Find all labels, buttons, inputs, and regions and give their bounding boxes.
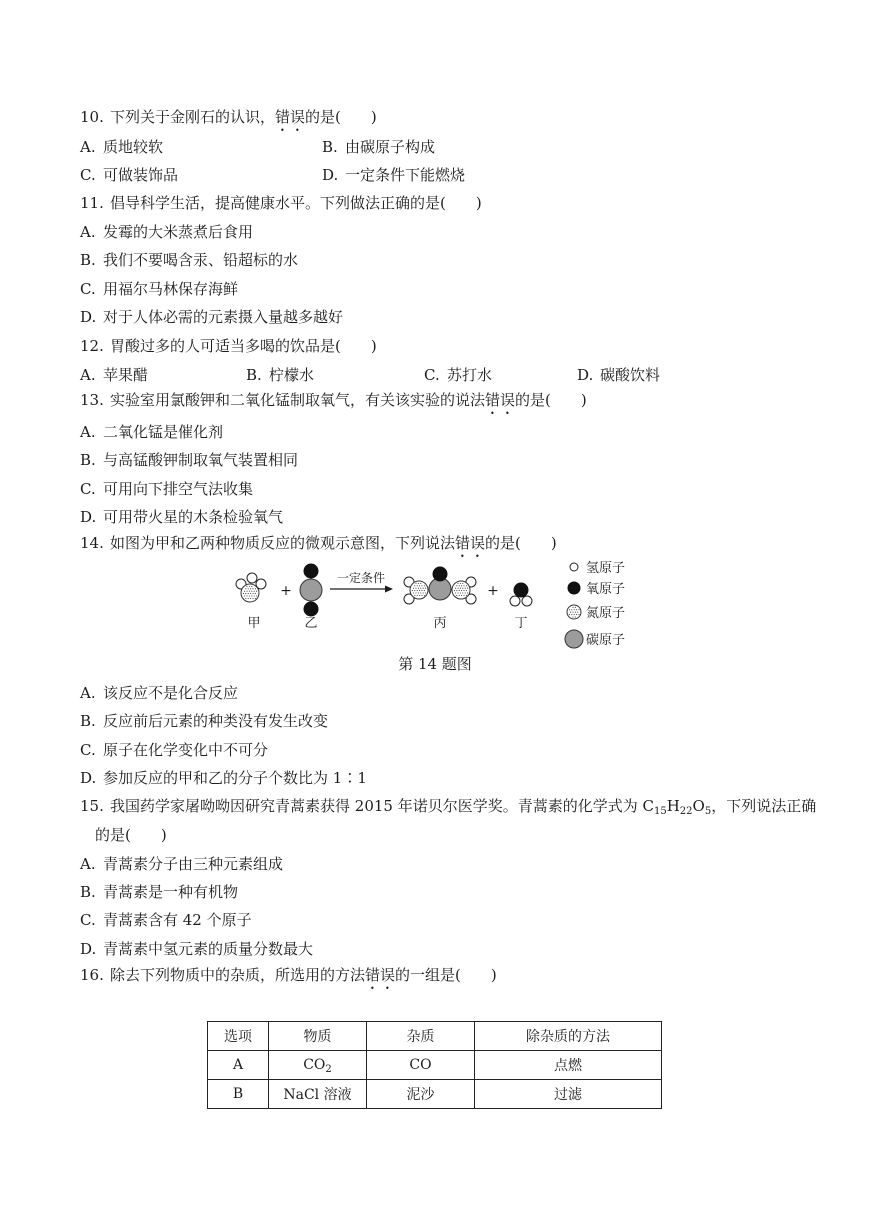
nitrogen-texture-dot xyxy=(457,583,458,584)
stem-text: 我国药学家屠呦呦因研究青蒿素获得 2015 年诺贝尔医学奖。青蒿素的化学式为 xyxy=(110,797,643,815)
molecule-bing xyxy=(404,567,476,604)
hydrogen-atom xyxy=(570,563,578,571)
nitrogen-texture-dot xyxy=(415,583,416,584)
oxygen-atom xyxy=(304,564,318,578)
nitrogen-texture-dot xyxy=(415,588,416,589)
nitrogen-texture-dot xyxy=(575,612,576,613)
question-number: 12. xyxy=(80,337,104,355)
nitrogen-texture-dot xyxy=(255,593,256,594)
question-number: 10. xyxy=(80,108,104,126)
option-text: 我们不要喝含汞、铅超标的水 xyxy=(103,251,299,269)
option-c xyxy=(80,910,252,930)
option-b xyxy=(80,711,328,731)
option-c xyxy=(80,479,253,499)
nitrogen-texture-dot xyxy=(575,616,576,617)
nitrogen-texture-dot xyxy=(420,592,421,593)
emphasized-word: 错误 xyxy=(365,966,396,984)
option-letter: D. xyxy=(80,769,97,787)
nitrogen-texture-dot xyxy=(572,607,573,608)
nitrogen-texture-dot xyxy=(246,595,247,596)
option-text: 该反应不是化合反应 xyxy=(103,684,239,702)
option-text: 青蒿素是一种有机物 xyxy=(103,883,239,901)
question-12-stem xyxy=(80,336,377,356)
plus-sign: + xyxy=(280,583,292,599)
nitrogen-texture-dot xyxy=(576,609,577,610)
stem-text: 的一组是( ) xyxy=(395,966,497,984)
nitrogen-texture-dot xyxy=(463,585,464,586)
option-text: 青蒿素分子由三种元素组成 xyxy=(103,855,284,873)
option-text: 一定条件下能燃烧 xyxy=(345,166,466,184)
option-text: 可用向下排空气法收集 xyxy=(103,480,254,498)
nitrogen-texture-dot xyxy=(454,590,455,591)
nitrogen-texture-dot xyxy=(462,588,463,589)
option-c xyxy=(424,365,492,385)
nitrogen-texture-dot xyxy=(414,590,415,591)
reaction-arrow xyxy=(330,586,393,593)
formula-symbol: C xyxy=(642,797,654,815)
option-letter: C. xyxy=(80,166,96,184)
question-16-stem xyxy=(80,965,497,993)
impurity-cell: 泥沙 xyxy=(367,1080,475,1109)
nitrogen-texture-dot xyxy=(420,588,421,589)
stem-text: 实验室用氯酸钾和二氧化锰制取氧气，有关该实验的说法 xyxy=(110,391,486,409)
nitrogen-texture-dot xyxy=(462,592,463,593)
nitrogen-texture-dot xyxy=(417,595,418,596)
nitrogen-texture-dot xyxy=(254,591,255,592)
option-c xyxy=(80,165,178,185)
stem-text: 倡导科学生活，提高健康水平。下列做法正确的是( ) xyxy=(110,194,482,212)
legend xyxy=(565,561,625,648)
nitrogen-texture-dot xyxy=(461,595,462,596)
option-a xyxy=(80,365,148,385)
oxygen-atom xyxy=(514,583,528,597)
header-method: 除杂质的方法 xyxy=(475,1022,662,1051)
nitrogen-texture-dot xyxy=(456,585,457,586)
option-a xyxy=(80,683,238,703)
option-d xyxy=(577,365,660,385)
option-d xyxy=(80,939,313,959)
nitrogen-texture-dot xyxy=(249,591,250,592)
option-d xyxy=(80,507,283,527)
option-letter: A. xyxy=(80,223,96,241)
nitrogen-texture-dot xyxy=(574,609,575,610)
nitrogen-texture-dot xyxy=(252,593,253,594)
figure-caption: 第 14 题图 xyxy=(398,655,472,673)
option-letter: A. xyxy=(80,855,96,873)
nitrogen-texture-dot xyxy=(252,598,253,599)
stem-text: 如图为甲和乙两种物质反应的微观示意图，下列说法 xyxy=(110,534,456,552)
option-letter: C. xyxy=(80,480,96,498)
nitrogen-texture-dot xyxy=(574,614,575,615)
option-b xyxy=(246,365,314,385)
label-ding: 丁 xyxy=(514,616,528,631)
hydrogen-atom xyxy=(510,596,520,606)
option-text: 苹果醋 xyxy=(103,366,149,384)
impurity-removal-table xyxy=(207,1021,662,1109)
legend-label-oxygen: 氧原子 xyxy=(586,582,626,597)
molecule-ding xyxy=(510,583,532,606)
arrow-head xyxy=(385,586,393,593)
nitrogen-texture-dot xyxy=(460,583,461,584)
nitrogen-texture-dot xyxy=(419,590,420,591)
nitrogen-texture-dot xyxy=(460,592,461,593)
nitrogen-texture-dot xyxy=(462,583,463,584)
nitrogen-texture-dot xyxy=(457,588,458,589)
option-text: 反应前后元素的种类没有发生改变 xyxy=(103,712,329,730)
substance-cell: NaCl 溶液 xyxy=(269,1080,367,1109)
nitrogen-texture-dot xyxy=(252,588,253,589)
option-d xyxy=(80,768,367,788)
nitrogen-texture-dot xyxy=(465,592,466,593)
substance-cell xyxy=(269,1051,367,1080)
option-d xyxy=(80,307,343,327)
emphasized-word: 错误 xyxy=(485,391,516,409)
question-number: 14. xyxy=(80,534,104,552)
question-number: 11. xyxy=(80,194,104,212)
nitrogen-texture-dot xyxy=(248,588,249,589)
nitrogen-texture-dot xyxy=(245,588,246,589)
question-11-stem xyxy=(80,193,482,213)
nitrogen-texture-dot xyxy=(456,590,457,591)
option-b xyxy=(322,137,435,157)
stem-text: 下列关于金刚石的认识， xyxy=(110,108,276,126)
chemical-formula xyxy=(642,797,711,815)
nitrogen-texture-dot xyxy=(246,591,247,592)
option-text: 对于人体必需的元素摄入量越多越好 xyxy=(103,308,344,326)
option-letter: B. xyxy=(80,883,96,901)
question-15-stem-continued xyxy=(95,825,167,845)
nitrogen-texture-dot xyxy=(578,614,579,615)
stem-text: 的是( ) xyxy=(305,108,377,126)
nitrogen-texture-dot xyxy=(421,585,422,586)
option-letter: C. xyxy=(80,280,96,298)
table-header-row xyxy=(208,1022,662,1051)
nitrogen-texture-dot xyxy=(569,614,570,615)
nitrogen-texture-dot xyxy=(571,614,572,615)
nitrogen-texture-dot xyxy=(251,586,252,587)
formula-subscript: 15 xyxy=(653,806,667,817)
option-letter: D. xyxy=(322,166,339,184)
nitrogen-texture-dot xyxy=(575,607,576,608)
option-letter: B. xyxy=(80,251,96,269)
nitrogen-texture-dot xyxy=(570,612,571,613)
nitrogen-texture-dot xyxy=(250,598,251,599)
nitrogen-texture-dot xyxy=(425,592,426,593)
method-cell: 点燃 xyxy=(475,1051,662,1080)
stem-text: 除去下列物质中的杂质，所选用的方法 xyxy=(110,966,366,984)
nitrogen-texture-dot xyxy=(418,588,419,589)
option-b xyxy=(80,250,298,270)
nitrogen-texture-dot xyxy=(459,595,460,596)
option-text: 碳酸饮料 xyxy=(600,366,661,384)
molecule-jia xyxy=(236,573,266,602)
nitrogen-texture-dot xyxy=(465,588,466,589)
option-cell: B xyxy=(208,1080,269,1109)
nitrogen-texture-dot xyxy=(577,612,578,613)
carbon-atom xyxy=(300,579,322,601)
nitrogen-atom xyxy=(410,581,428,599)
table-row xyxy=(208,1080,662,1109)
stem-text: 胃酸过多的人可适当多喝的饮品是( ) xyxy=(110,337,377,355)
option-d xyxy=(322,165,465,185)
table-row xyxy=(208,1051,662,1080)
nitrogen-texture-dot xyxy=(569,609,570,610)
nitrogen-texture-dot xyxy=(413,588,414,589)
formula-subscript: 2 xyxy=(325,1064,332,1075)
nitrogen-texture-dot xyxy=(423,592,424,593)
nitrogen-texture-dot xyxy=(578,609,579,610)
option-text: 用福尔马林保存海鲜 xyxy=(103,280,239,298)
nitrogen-texture-dot xyxy=(255,588,256,589)
legend-label-nitrogen: 氮原子 xyxy=(586,606,626,621)
substance-text: CO xyxy=(303,1057,326,1073)
nitrogen-texture-dot xyxy=(245,593,246,594)
legend-label-hydrogen: 氢原子 xyxy=(586,561,626,576)
question-number: 13. xyxy=(80,391,104,409)
option-letter: C. xyxy=(80,741,96,759)
label-yi: 乙 xyxy=(304,616,318,631)
nitrogen-texture-dot xyxy=(576,614,577,615)
nitrogen-texture-dot xyxy=(250,593,251,594)
nitrogen-texture-dot xyxy=(254,595,255,596)
nitrogen-texture-dot xyxy=(424,585,425,586)
nitrogen-texture-dot xyxy=(463,595,464,596)
stem-text: 的是( ) xyxy=(515,391,587,409)
nitrogen-texture-dot xyxy=(457,592,458,593)
question-15-stem xyxy=(80,796,816,816)
reaction-micro-diagram xyxy=(228,556,640,652)
option-b xyxy=(80,450,298,470)
formula-subscript: 5 xyxy=(704,806,712,817)
nitrogen-texture-dot xyxy=(459,590,460,591)
nitrogen-texture-dot xyxy=(421,590,422,591)
option-letter: A. xyxy=(80,684,96,702)
nitrogen-texture-dot xyxy=(419,585,420,586)
question-number: 15. xyxy=(80,797,104,815)
nitrogen-texture-dot xyxy=(249,586,250,587)
nitrogen-atom xyxy=(241,584,259,602)
stem-text: 的是( ) xyxy=(95,826,167,844)
option-cell: A xyxy=(208,1051,269,1080)
nitrogen-texture-dot xyxy=(419,595,420,596)
nitrogen-texture-dot xyxy=(455,592,456,593)
option-b xyxy=(80,882,238,902)
option-text: 苏打水 xyxy=(447,366,493,384)
formula-symbol: O xyxy=(692,797,705,815)
nitrogen-texture-dot xyxy=(249,595,250,596)
option-text: 可用带火星的木条检验氧气 xyxy=(103,508,284,526)
option-letter: A. xyxy=(80,423,96,441)
nitrogen-texture-dot xyxy=(250,588,251,589)
question-13-stem xyxy=(80,390,587,418)
nitrogen-texture-dot xyxy=(244,595,245,596)
stem-text: ，下列说法正确 xyxy=(711,797,817,815)
nitrogen-texture-dot xyxy=(571,609,572,610)
option-text: 柠檬水 xyxy=(269,366,315,384)
nitrogen-texture-dot xyxy=(456,595,457,596)
stem-text: 的是( ) xyxy=(485,534,557,552)
option-text: 青蒿素含有 42 个原子 xyxy=(103,911,252,929)
nitrogen-texture-dot xyxy=(243,593,244,594)
nitrogen-texture-dot xyxy=(466,585,467,586)
question-10-stem xyxy=(80,107,377,135)
formula-subscript: 22 xyxy=(679,806,693,817)
option-letter: C. xyxy=(80,911,96,929)
nitrogen-texture-dot xyxy=(246,586,247,587)
option-text: 原子在化学变化中不可分 xyxy=(103,741,269,759)
option-a xyxy=(80,137,163,157)
hydrogen-atom xyxy=(247,573,257,583)
nitrogen-texture-dot xyxy=(466,590,467,591)
option-a xyxy=(80,854,283,874)
nitrogen-texture-dot xyxy=(572,612,573,613)
nitrogen-texture-dot xyxy=(418,583,419,584)
option-letter: A. xyxy=(80,366,96,384)
emphasized-word: 错误 xyxy=(275,108,306,126)
nitrogen-texture-dot xyxy=(463,590,464,591)
nitrogen-texture-dot xyxy=(455,588,456,589)
nitrogen-texture-dot xyxy=(415,592,416,593)
nitrogen-texture-dot xyxy=(423,588,424,589)
option-text: 青蒿素中氢元素的质量分数最大 xyxy=(103,940,314,958)
nitrogen-texture-dot xyxy=(255,598,256,599)
nitrogen-texture-dot xyxy=(413,592,414,593)
nitrogen-texture-dot xyxy=(460,588,461,589)
option-letter: B. xyxy=(246,366,262,384)
oxygen-atom xyxy=(568,582,580,594)
oxygen-atom xyxy=(433,567,447,581)
molecule-yi xyxy=(300,564,322,616)
nitrogen-texture-dot xyxy=(248,598,249,599)
option-text: 质地较软 xyxy=(103,138,164,156)
option-text: 可做装饰品 xyxy=(103,166,179,184)
nitrogen-texture-dot xyxy=(425,588,426,589)
nitrogen-texture-dot xyxy=(248,593,249,594)
nitrogen-texture-dot xyxy=(256,595,257,596)
carbon-atom xyxy=(565,630,583,648)
nitrogen-texture-dot xyxy=(414,595,415,596)
nitrogen-texture-dot xyxy=(251,595,252,596)
option-a xyxy=(80,222,253,242)
nitrogen-texture-dot xyxy=(251,591,252,592)
nitrogen-texture-dot xyxy=(412,590,413,591)
nitrogen-texture-dot xyxy=(414,585,415,586)
header-substance: 物质 xyxy=(269,1022,367,1051)
option-letter: B. xyxy=(80,712,96,730)
nitrogen-texture-dot xyxy=(461,590,462,591)
nitrogen-atom xyxy=(567,605,581,619)
nitrogen-texture-dot xyxy=(466,595,467,596)
emphasized-word: 错误 xyxy=(455,534,486,552)
nitrogen-texture-dot xyxy=(467,588,468,589)
nitrogen-texture-dot xyxy=(420,583,421,584)
option-letter: D. xyxy=(80,940,97,958)
option-letter: D. xyxy=(577,366,594,384)
plus-sign: + xyxy=(487,583,499,599)
hydrogen-atom xyxy=(522,596,532,606)
nitrogen-texture-dot xyxy=(417,585,418,586)
label-bing: 丙 xyxy=(433,616,447,631)
nitrogen-texture-dot xyxy=(244,591,245,592)
header-option: 选项 xyxy=(208,1022,269,1051)
nitrogen-texture-dot xyxy=(424,590,425,591)
option-text: 由碳原子构成 xyxy=(345,138,436,156)
nitrogen-texture-dot xyxy=(256,591,257,592)
option-letter: B. xyxy=(80,451,96,469)
option-a xyxy=(80,422,223,442)
nitrogen-texture-dot xyxy=(459,585,460,586)
label-jia: 甲 xyxy=(247,616,261,631)
nitrogen-texture-dot xyxy=(467,592,468,593)
option-letter: B. xyxy=(322,138,338,156)
nitrogen-texture-dot xyxy=(417,590,418,591)
question-number: 16. xyxy=(80,966,104,984)
method-cell: 过滤 xyxy=(475,1080,662,1109)
option-text: 发霉的大米蒸煮后食用 xyxy=(103,223,254,241)
option-text: 与高锰酸钾制取氧气装置相同 xyxy=(103,451,299,469)
option-c xyxy=(80,279,238,299)
option-letter: C. xyxy=(424,366,440,384)
option-letter: D. xyxy=(80,508,97,526)
nitrogen-texture-dot xyxy=(245,598,246,599)
option-c xyxy=(80,740,268,760)
nitrogen-texture-dot xyxy=(461,585,462,586)
formula-symbol: H xyxy=(666,797,680,815)
nitrogen-texture-dot xyxy=(572,616,573,617)
option-text: 二氧化锰是催化剂 xyxy=(103,423,224,441)
option-letter: A. xyxy=(80,138,96,156)
legend-label-carbon: 碳原子 xyxy=(586,633,626,648)
reaction-condition: 一定条件 xyxy=(336,571,386,585)
nitrogen-texture-dot xyxy=(424,595,425,596)
option-letter: D. xyxy=(80,308,97,326)
nitrogen-texture-dot xyxy=(421,595,422,596)
impurity-cell: CO xyxy=(367,1051,475,1080)
header-impurity: 杂质 xyxy=(367,1022,475,1051)
option-text: 参加反应的甲和乙的分子个数比为 1∶1 xyxy=(103,769,367,787)
oxygen-atom xyxy=(304,602,318,616)
nitrogen-atom xyxy=(452,581,470,599)
nitrogen-texture-dot xyxy=(418,592,419,593)
